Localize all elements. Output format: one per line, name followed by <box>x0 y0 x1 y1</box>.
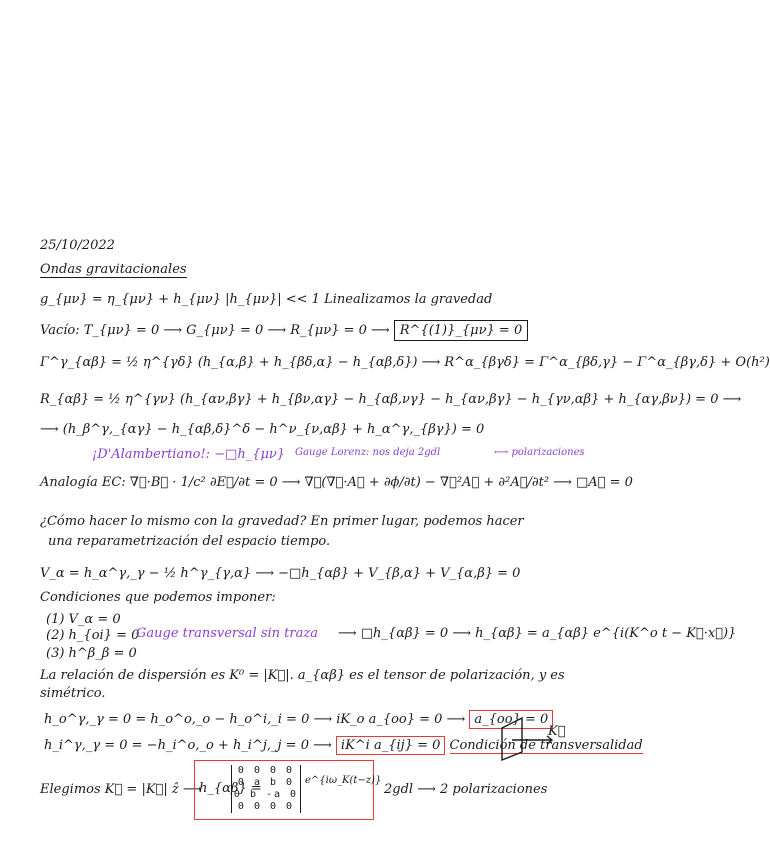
h0-text: h_o^γ,_γ = 0 = h_o^o,_o − h_o^i,_i = 0 ⟶ iK_o a_{oo} = 0 ⟶ <box>44 712 466 727</box>
dispersion-line-2: simétrico. <box>40 686 106 701</box>
polarization-matrix-box <box>194 760 382 820</box>
plane-shape <box>502 718 522 760</box>
conditions-heading: Condiciones que podemos imponer: <box>40 590 276 605</box>
christoffel-line: Γ^γ_{αβ} = ½ η^{γδ} (h_{α,β} + h_{βδ,α} − h_{αβ,δ}) ⟶ R^α_{βγδ} = Γ^α_{βδ,γ} − Γ^α_{βγ,δ} + O(h²) <box>40 355 770 370</box>
matrix-row: 0 b -a 0 <box>233 789 299 800</box>
question-line-2: una reparametrización del espacio tiempo. <box>48 534 331 549</box>
gauge-equation: ⟶ □h_{αβ} = 0 ⟶ h_{αβ} = a_{αβ} e^{i(K^o t − K⃗·x⃗)} <box>338 626 737 641</box>
matrix-row: 0 0 0 0 <box>237 765 295 776</box>
matrix-exponential: e^{iω_K(t−z)} <box>305 775 382 786</box>
dalambert-line: ¡D'Alambertiano!: −□h_{μν} <box>92 447 286 462</box>
choose-k-line: Elegimos K⃗ = |K⃗| ẑ ⟶ <box>40 782 202 797</box>
a00-box: a_{oo} = 0 <box>469 710 553 729</box>
analogy-line: Analogía EC: ∇⃗·B⃗ · 1/c² ∂E⃗/∂t = 0 ⟶ ∇⃗(∇⃗·A⃗ + ∂ϕ/∂t) − ∇⃗²A⃗ + ∂²A⃗/∂t² ⟶ □A⃗ = 0 <box>40 475 633 490</box>
question-line: ¿Cómo hacer lo mismo con la gravedad? En primer lugar, podemos hacer <box>40 514 524 529</box>
polarizations-result: 2gdl ⟶ 2 polarizaciones <box>384 782 548 797</box>
transversality-label: Condición de transversalidad <box>449 738 643 753</box>
ricci-box: R^{(1)}_{μν} = 0 <box>394 320 528 341</box>
matrix-row: 0 0 0 0 <box>237 801 295 812</box>
matrix-row: 0 a b 0 <box>237 777 295 788</box>
condition-3: (3) h^β_β = 0 <box>46 646 137 661</box>
dispersion-line: La relación de dispersión es K⁰ = |K⃗|. a_{αβ} es el tensor de polarización, y es <box>40 668 565 683</box>
matrix-lhs: h_{αβ} = <box>199 781 262 796</box>
hi-text: h_i^γ,_γ = 0 = −h_i^o,_o + h_i^j,_j = 0 ⟶ <box>44 738 332 753</box>
vacuum-text: Vacío: T_{μν} = 0 ⟶ G_{μν} = 0 ⟶ R_{μν} = 0 ⟶ <box>40 323 390 338</box>
polarization-matrix <box>231 765 301 813</box>
vacuum-line <box>40 320 528 341</box>
k-label: K⃗ <box>548 724 566 739</box>
ika-box: iK^i a_{ij} = 0 <box>336 736 445 755</box>
condition-1: (1) V_α = 0 <box>46 612 121 627</box>
h0-line <box>44 710 553 729</box>
date: 25/10/2022 <box>40 238 115 253</box>
condition-2: (2) h_{oi} = 0 <box>46 628 140 643</box>
polarizations-note: ⟷ polarizaciones <box>494 447 585 458</box>
ricci-line-2: ⟶ (h_β^γ,_{αγ} − h_{αβ,δ}^δ − h^ν_{ν,αβ} + h_α^γ,_{βγ}) = 0 <box>40 422 485 437</box>
v-alpha-line: V_α = h_α^γ,_γ − ½ h^γ_{γ,α} ⟶ −□h_{αβ} + V_{β,α} + V_{α,β} = 0 <box>40 566 521 581</box>
metric-line: g_{μν} = η_{μν} + h_{μν} |h_{μν}| << 1 Linealizamos la gravedad <box>40 292 493 307</box>
gauge-transversal-note: Gauge transversal sin traza <box>136 626 318 641</box>
gauge-lorenz-note: Gauge Lorenz: nos deja 2gdl <box>295 447 441 458</box>
page-title: Ondas gravitacionales <box>40 262 187 277</box>
ricci-line: R_{αβ} = ½ η^{γν} (h_{αν,βγ} + h_{βν,αγ} − h_{αβ,νγ} − h_{αν,βγ} − h_{γν,αβ} + h_{αγ,βν}) = 0 ⟶ <box>40 392 742 407</box>
